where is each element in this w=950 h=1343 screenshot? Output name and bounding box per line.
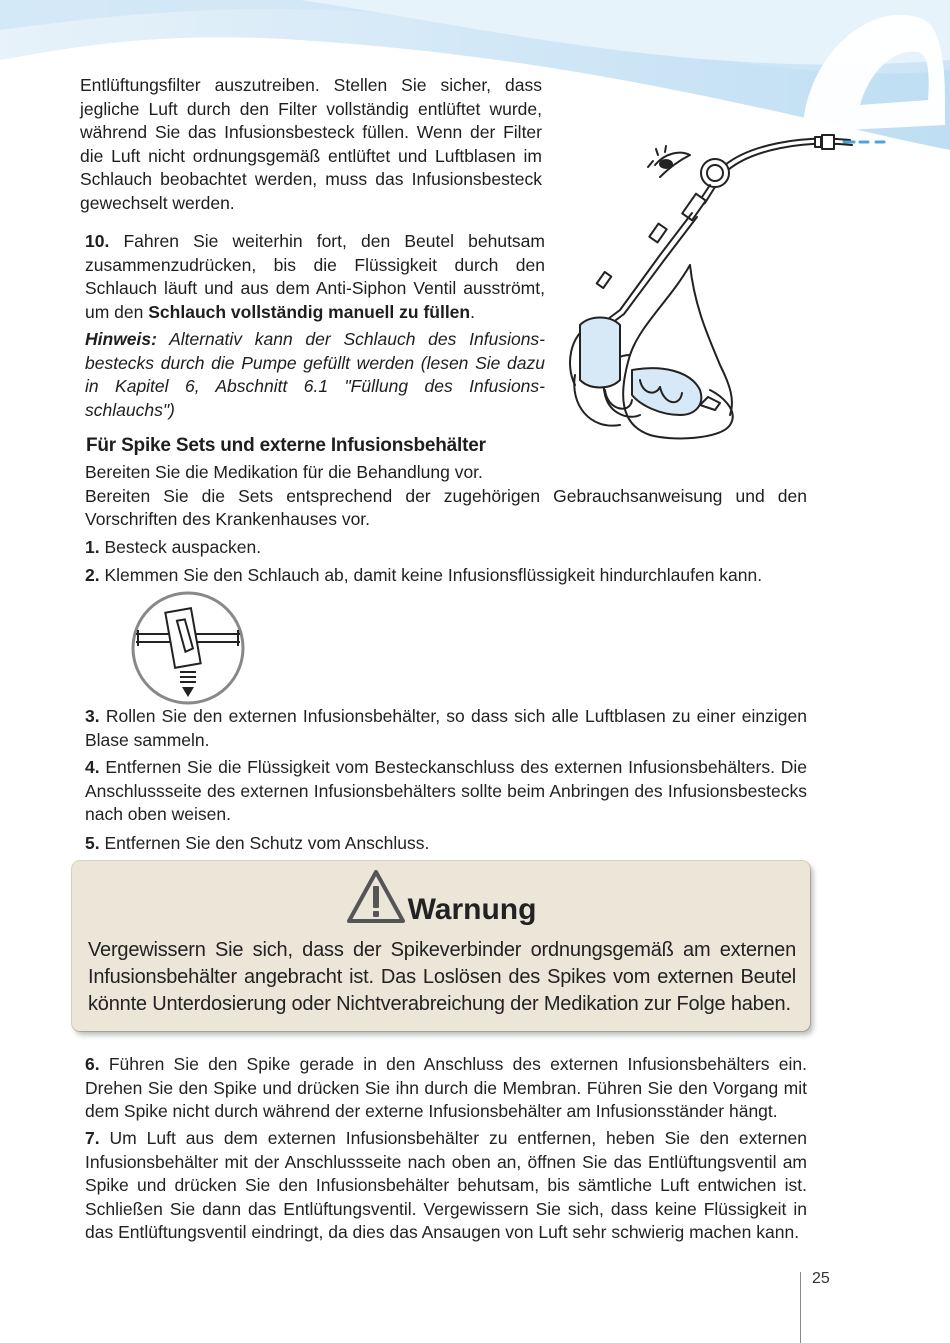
- page-divider: [800, 1272, 801, 1343]
- step-text: Klemmen Sie den Schlauch ab, damit keine Infusionsflüssigkeit hindurchlaufen kann.: [104, 565, 763, 585]
- step-text: Fahren Sie weiterhin fort, den Beutel behutsam zusammenzudrücken, bis die Flüssigkeit durch den Schlauch läuft und aus dem Anti-Siphon Ventil ausströmt, um den: [85, 231, 545, 322]
- prep-line: Bereiten Sie die Medikation für die Behandlung vor.: [85, 462, 483, 482]
- step-number: 1.: [85, 537, 100, 557]
- step-text: Entfernen Sie den Schutz vom Anschluss.: [104, 833, 430, 853]
- step-6: [85, 1053, 807, 1124]
- prep-line: Bereiten Sie die Sets entsprechend der zugehörigen Gebrauchsanweisung und den Vorschriften des Krankenhauses vor.: [85, 485, 807, 529]
- warning-text: Vergewissern Sie sich, dass der Spikeverbinder ordnungsgemäß am externen Infusionsbehälter angebracht ist. Das Loslösen des Spikes vom externen Beutel könnte Unterdosierung oder Nichtverabreichung der Medikation zur Folge haben.: [88, 939, 796, 1015]
- step-text: Besteck auspacken.: [104, 537, 262, 557]
- step-text: Entfernen Sie die Flüssigkeit vom Besteckanschluss des externen Infusionsbehälters. Die Anschlussseite des externen Infusionsbehälters sollte beim Anbringen des Infusionsbestecks nach oben weisen.: [85, 757, 807, 824]
- prep-text: [85, 461, 807, 532]
- intro-paragraph: Entlüftungsfilter auszutreiben. Stellen Sie sicher, dass jegliche Luft durch den Filter vollständig entlüftet wurde, während Sie das Infusionsbesteck füllen. Wenn der Filter die Luft nicht ordnungsgemäß entlüftet und Luftblasen im Schlauch beobachtet werden, muss das Infusionsbesteck gewechselt werden.: [80, 75, 542, 213]
- step-number: 4.: [85, 757, 100, 777]
- step-1: [85, 536, 807, 560]
- step-bold-text: Schlauch vollständig manuell zu füllen: [148, 301, 471, 322]
- step-text: Rollen Sie den externen Infusionsbehälter, so dass sich alle Luftblasen zu einer einzigen Blase sammeln.: [85, 706, 807, 750]
- step-4: [85, 756, 807, 827]
- step-2: [85, 564, 807, 588]
- step-number: 6.: [85, 1054, 100, 1074]
- hinweis-label: Hinweis:: [85, 329, 157, 349]
- step-text: Führen Sie den Spike gerade in den Anschluss des externen Infusionsbehälters ein. Drehen Sie den Spike und drücken Sie ihn durch die Membran. Führen Sie den Vorgang mit dem Spike nicht durch während der externe Infusionsbehälter am Infusionsständer hängt.: [85, 1054, 807, 1121]
- step-number: 2.: [85, 565, 100, 585]
- step-5: [85, 832, 807, 856]
- step-number: 10.: [85, 231, 110, 251]
- step-10: [85, 230, 545, 324]
- warning-title-text: Warnung: [407, 893, 537, 926]
- hinweis-note: [85, 328, 545, 422]
- section-heading: Für Spike Sets und externe Infusionsbehälter: [86, 435, 486, 456]
- step-3: [85, 705, 807, 752]
- step-number: 3.: [85, 706, 100, 726]
- clamp-icon: [128, 590, 248, 708]
- page-number: 25: [812, 1270, 830, 1287]
- step-7: [85, 1127, 807, 1245]
- step-number: 7.: [85, 1128, 100, 1148]
- warning-triangle-icon: [346, 869, 406, 925]
- step-number: 5.: [85, 833, 100, 853]
- step-text: Um Luft aus dem externen Infusionsbehälter zu entfernen, heben Sie den externen Infusionsbehälter mit der Anschlussseite nach oben an, öffnen Sie das Entlüftungsventil am Spike und drücken Sie den Infusionsbehälter behutsam, bis sämtliche Luft entwichen ist. Schließen Sie dann das Entlüftungsventil. Vergewissern Sie sich, dass keine Flüssigkeit in das Entlüftungsventil eindringt, da dies das Ansaugen von Luft sehr schwierig machen kann.: [85, 1128, 807, 1242]
- warning-title: [72, 869, 810, 927]
- step-end: .: [470, 301, 475, 322]
- hinweis-text: Alternativ kann der Schlauch des Infusions-bestecks durch die Pumpe gefüllt werden (lesen Sie dazu in Kapitel 6, Abschnitt 6.1 "Füllung des Infusions-schlauchs"): [85, 329, 546, 420]
- eye-icon: [648, 146, 690, 177]
- warning-box: [72, 861, 810, 1031]
- infusion-bag-hand-illustration: [560, 125, 900, 465]
